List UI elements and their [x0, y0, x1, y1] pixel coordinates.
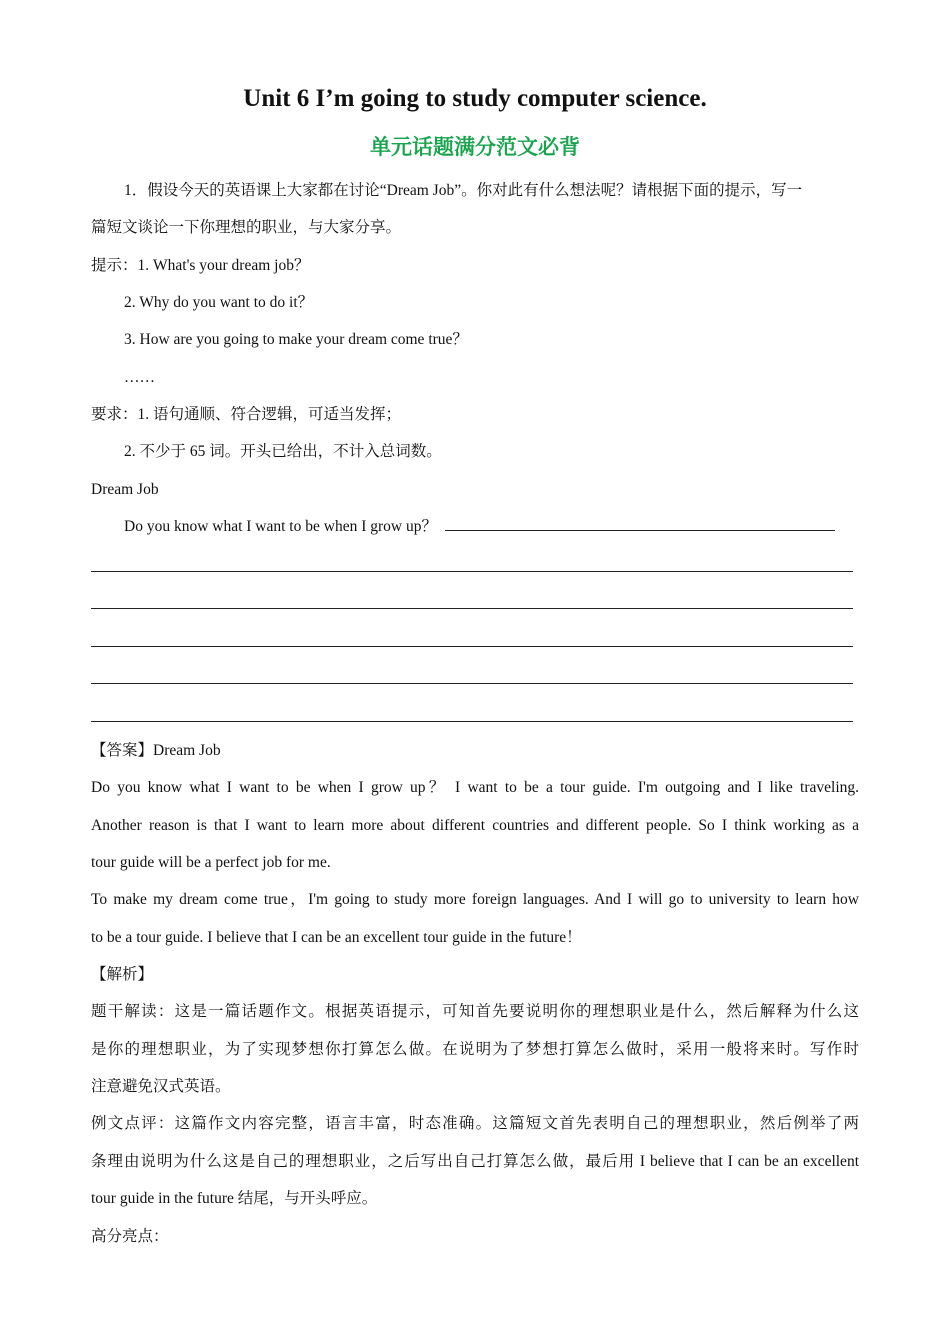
hint-ellipsis: ……	[124, 369, 155, 386]
answer-blank[interactable]	[91, 571, 853, 572]
analysis-line: 题干解读：这是一篇话题作文。根据英语提示，可知首先要说明你的理想职业是什么，然后解释为什么这	[91, 1003, 859, 1020]
hint-2: 2. Why do you want to do it？	[124, 294, 314, 311]
page-title: Unit 6 I’m going to study computer science.	[243, 85, 707, 112]
analysis-line: tour guide in the future 结尾，与开头呼应。	[91, 1190, 378, 1207]
answer-blank[interactable]	[91, 721, 853, 722]
essay-start-text: Do you know what I want to be when I grow up？	[124, 518, 437, 535]
analysis-line: 注意避免汉式英语。	[91, 1078, 231, 1095]
requirement-2: 2. 不少于 65 词。开头已给出，不计入总词数。	[124, 443, 442, 460]
answer-blank[interactable]	[91, 683, 853, 684]
question-prompt-line-2: 篇短文谈论一下你理想的职业，与大家分享。	[91, 219, 402, 236]
answer-line: Another reason is that I want to learn more about different countries and different people. So I think working as a	[91, 817, 859, 834]
essay-start-line	[124, 516, 859, 538]
analysis-label: 【解析】	[91, 966, 154, 983]
analysis-line: 条理由说明为什么这是自己的理想职业，之后写出自己打算怎么做，最后用 I believe that I can be an excellent	[91, 1153, 859, 1170]
hint-1: 提示：1. What's your dream job？	[91, 257, 310, 274]
answer-blank[interactable]	[445, 516, 835, 531]
analysis-line: 高分亮点：	[91, 1228, 169, 1245]
answer-blank[interactable]	[91, 608, 853, 609]
answer-label: 【答案】Dream Job	[91, 742, 221, 759]
essay-title: Dream Job	[91, 481, 159, 498]
answer-line: tour guide will be a perfect job for me.	[91, 854, 331, 871]
hint-3: 3. How are you going to make your dream come true？	[124, 331, 468, 348]
answer-line: to be a tour guide. I believe that I can be an excellent tour guide in the future！	[91, 929, 582, 946]
answer-line: Do you know what I want to be when I grow up？ I want to be a tour guide. I'm outgoing and I like traveling.	[91, 779, 859, 796]
analysis-line: 例文点评：这篇作文内容完整，语言丰富，时态准确。这篇短文首先表明自己的理想职业，然后例举了两	[91, 1115, 859, 1132]
answer-line: To make my dream come true，I'm going to study more foreign languages. And I will go to university to learn how	[91, 891, 859, 908]
question-prompt-line-1: 1．假设今天的英语课上大家都在讨论“Dream Job”。你对此有什么想法呢？请根据下面的提示，写一	[124, 182, 803, 199]
answer-blank[interactable]	[91, 646, 853, 647]
requirement-1: 要求：1. 语句通顺、符合逻辑，可适当发挥；	[91, 406, 402, 423]
page-subtitle: 单元话题满分范文必背	[370, 135, 580, 159]
analysis-line: 是你的理想职业，为了实现梦想你打算怎么做。在说明为了梦想打算怎么做时，采用一般将来时。写作时	[91, 1041, 859, 1058]
